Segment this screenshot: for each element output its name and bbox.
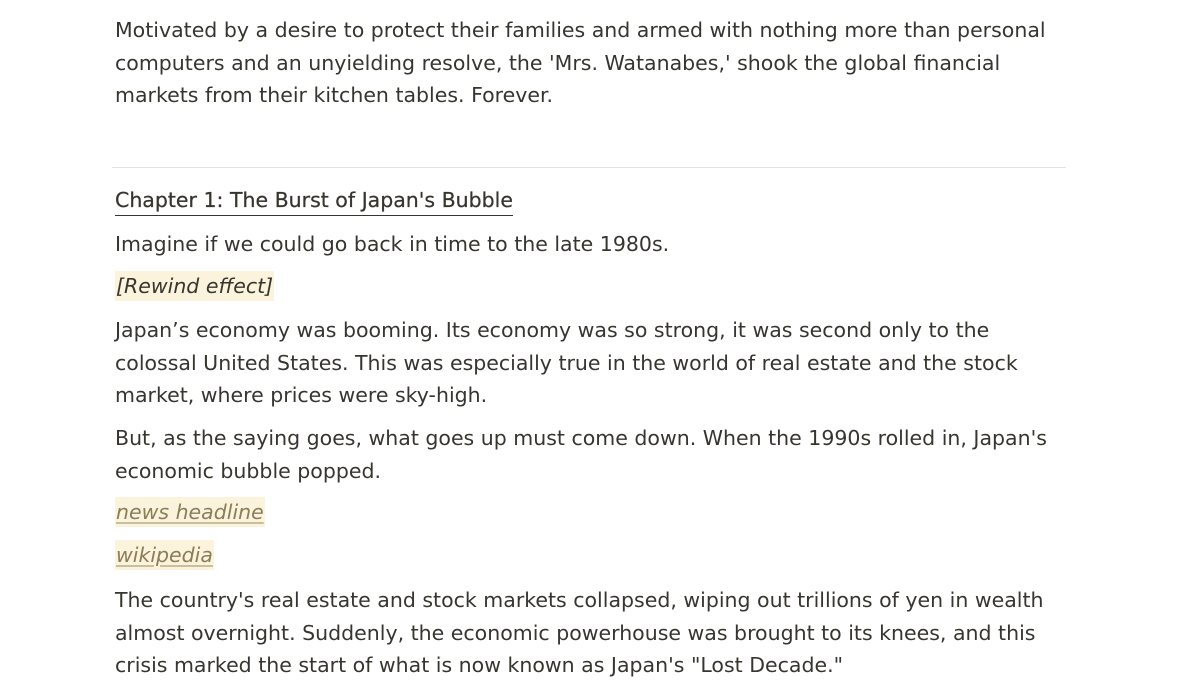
wiki-link-block [115,540,1065,570]
chapter-title[interactable]: Chapter 1: The Burst of Japan's Bubble [115,185,513,216]
para2-block [115,422,1065,487]
intro-paragraph: Motivated by a desire to protect their families and armed with nothing more than personal computers and an unyielding resolve, the 'Mrs. Watanabes,' shook the global financial markets from their kitchen tables. Forever. [115,18,1046,108]
news-headline-link[interactable]: news headline [115,497,265,527]
rewind-effect-note: [Rewind effect] [115,271,274,301]
chapter-heading-block [115,185,1065,216]
rewind-block [115,271,1065,301]
bubble-paragraph: But, as the saying goes, what goes up must come down. When the 1990s rolled in, Japan's economic bubble popped. [115,426,1047,483]
divider [112,167,1066,168]
chapter-line-block [115,228,1065,261]
para3-block [115,584,1065,682]
wikipedia-link[interactable]: wikipedia [115,540,214,570]
collapse-paragraph: The country's real estate and stock markets collapsed, wiping out trillions of yen in wealth almost overnight. Suddenly, the economic powerhouse was brought to its knees, and this crisis marked the start of what is now known as Japan's "Lost Decade." [115,588,1044,678]
economy-paragraph: Japan’s economy was booming. Its economy was so strong, it was second only to the colossal United States. This was especially true in the world of real estate and the stock market, where prices were sky-high. [115,318,1018,408]
para1-block [115,314,1065,412]
document-page [115,14,1065,112]
chapter-intro-line: Imagine if we could go back in time to the late 1980s. [115,232,670,256]
news-link-block [115,497,1065,527]
